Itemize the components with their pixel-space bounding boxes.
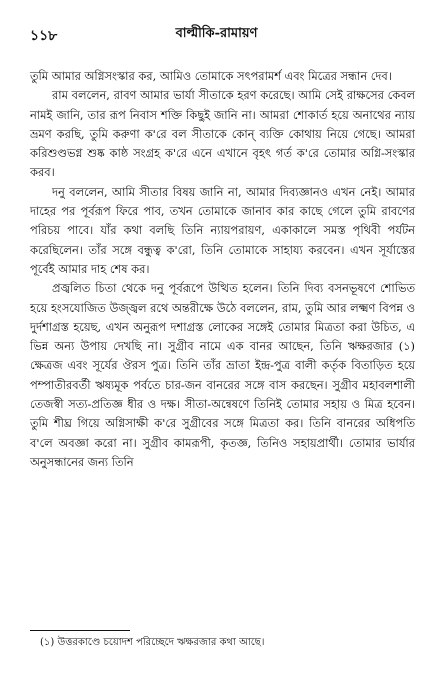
running-title: বাল্মীকি-রামায়ণ	[175, 26, 258, 41]
page-number: ১১৮	[30, 28, 58, 44]
footnote: (১) উত্তরকাণ্ডে চয়োদশ পরিচ্ছেদে ঋক্ষরজার কথা আছে।	[40, 637, 265, 648]
body-text	[30, 67, 415, 472]
page-header	[22, 22, 411, 48]
paragraph-4: প্রজ্বলিত চিতা থেকে দনু পূর্বরূপে উত্থিত হলেন। তিনি দিব্য বসনভূষণে শোভিত হয়ে হংসযোজিত উজ্জ্বল রথে অন্তরীক্ষে উঠে বললেন, রাম, তুমি আর লক্ষ্মণ বিপন্ন ও দুর্দশাগ্রস্ত হয়েছ, এখন অনুরূপ দশাগ্রস্ত লোকের সঙ্গেই তোমার মিত্রতা করা উচিত, এ ভিন্ন অন্য উপায় দেখছি না। সুগ্রীব নামে এক বানর আছেন, তিনি ঋক্ষরজার (১) ক্ষেত্রজ এবং সূর্যের ঔরস পুত্র। তিনি তাঁর ভ্রাতা ইন্দ্র-পুত্র বালী কর্তৃক বিতাড়িত হয়ে পম্পাতীরবর্তী ঋষ্যমূক পর্বতে চার-জন বানরের সঙ্গে বাস করছেন। সুগ্রীব মহাবলশালী তেজস্বী সত্য-প্রতিজ্ঞ ধীর ও দক্ষ। সীতা-অন্বেষণে তিনিই তোমার সহায় ও মিত্র হবেন। তুমি শীঘ্র গিয়ে অগ্নিসাক্ষী ক'রে সুগ্রীবের সঙ্গে মিত্রতা কর। তিনি বানরের অধিপতি ব'লে অবজ্ঞা করো না। সুগ্রীব কামরূপী, কৃতজ্ঞ, তিনিও সহায়প্রার্থী। তোমার ভার্যার অনুসন্ধানের জন্য তিনি	[30, 281, 415, 469]
paragraph-1: তুমি আমার অগ্নিসংস্কার কর, আমিও তোমাকে সৎপরামর্শ এবং মিত্রের সন্ধান দেব।	[30, 69, 392, 83]
footnote-divider	[30, 630, 130, 631]
paragraph-2: রাম বললেন, রাবণ আমার ভার্যা সীতাকে হরণ করেছে। আমি সেই রাক্ষসের কেবল নামই জানি, তার রূপ নিবাস শক্তি কিছুই জানি না। আমরা শোকার্ত হয়ে অনাথের ন্যায় ভ্রমণ করছি, তুমি করুণা ক'রে বল সীতাকে কোন্ ব্যক্তি কোথায় নিয়ে গেছে। আমরা করিশুণ্ডভগ্ন শুষ্ক কাষ্ঠ সংগ্রহ ক'রে এনে এখানে বৃহৎ গর্ত ক'রে তোমার অগ্নি-সংস্কার করব।	[30, 88, 415, 180]
paragraph-3: দনু বললেন, আমি সীতার বিষয় জানি না, আমার দিব্যজ্ঞানও এখন নেই। আমার দাহের পর পূর্বরূপ ফিরে পাব, তখন তোমাকে জানাব কার কাছে গেলে তুমি রাবণের পরিচয় পাবে। যাঁর কথা বলছি তিনি ন্যায়পরায়ণ, একাকালে সমস্ত পৃথিবী পর্যটন করেছিলেন। তাঁর সঙ্গে বন্ধুত্ব ক'রো, তিনি তোমাকে সাহায্য করবেন। এখন সূর্যাস্তের পূর্বেই আমার দাহ শেষ কর।	[30, 184, 415, 276]
